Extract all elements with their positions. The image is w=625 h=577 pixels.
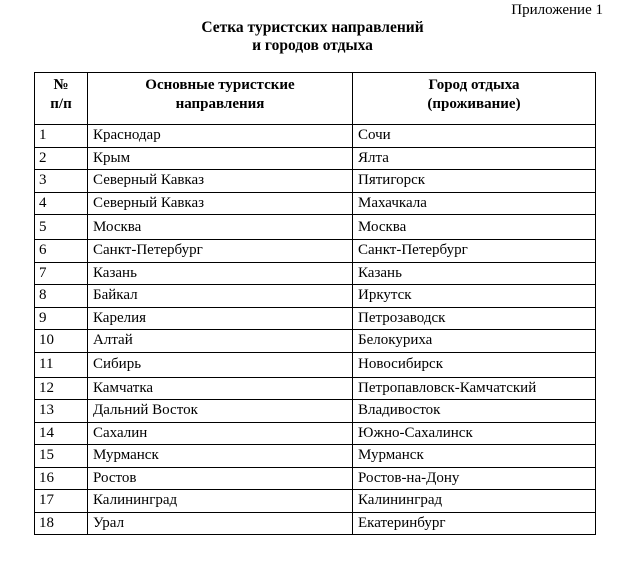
- row-destination: Сибирь: [88, 352, 353, 377]
- row-destination: Краснодар: [88, 125, 353, 148]
- appendix-label: Приложение 1: [511, 2, 603, 18]
- table-row: [35, 377, 596, 400]
- row-number: 5: [35, 215, 88, 240]
- row-number: 12: [35, 377, 88, 400]
- row-destination: Калининград: [88, 490, 353, 513]
- row-number: 4: [35, 192, 88, 215]
- row-destination: Крым: [88, 147, 353, 170]
- table-row: [35, 490, 596, 513]
- title-line-2: и городов отдыха: [252, 37, 373, 54]
- row-number: 10: [35, 330, 88, 353]
- row-destination: Ростов: [88, 467, 353, 490]
- row-destination: Санкт-Петербург: [88, 240, 353, 263]
- row-city: Новосибирск: [353, 352, 596, 377]
- row-number: 13: [35, 400, 88, 423]
- table-row: [35, 147, 596, 170]
- row-number: 9: [35, 307, 88, 330]
- table-row: [35, 262, 596, 285]
- row-number: 7: [35, 262, 88, 285]
- row-number: 1: [35, 125, 88, 148]
- row-city: Владивосток: [353, 400, 596, 423]
- row-city: Москва: [353, 215, 596, 240]
- row-number: 11: [35, 352, 88, 377]
- header-city: Город отдыха (проживание): [353, 73, 596, 125]
- table-row: [35, 285, 596, 308]
- table-row: [35, 422, 596, 445]
- row-destination: Казань: [88, 262, 353, 285]
- row-city: Иркутск: [353, 285, 596, 308]
- row-number: 17: [35, 490, 88, 513]
- destinations-table: [34, 72, 596, 535]
- title-line-1: Сетка туристских направлений: [201, 19, 424, 36]
- row-number: 15: [35, 445, 88, 468]
- table-row: [35, 170, 596, 193]
- header-destination: Основные туристские направления: [88, 73, 353, 125]
- table-row: [35, 467, 596, 490]
- row-destination: Урал: [88, 512, 353, 535]
- row-city: Петрозаводск: [353, 307, 596, 330]
- table-body: [35, 125, 596, 535]
- row-number: 14: [35, 422, 88, 445]
- table-row: [35, 445, 596, 468]
- row-number: 16: [35, 467, 88, 490]
- row-number: 6: [35, 240, 88, 263]
- row-number: 18: [35, 512, 88, 535]
- header-number: № п/п: [35, 73, 88, 125]
- row-number: 8: [35, 285, 88, 308]
- table-row: [35, 192, 596, 215]
- row-destination: Дальний Восток: [88, 400, 353, 423]
- row-destination: Мурманск: [88, 445, 353, 468]
- row-number: 2: [35, 147, 88, 170]
- row-city: Петропавловск-Камчатский: [353, 377, 596, 400]
- row-city: Махачкала: [353, 192, 596, 215]
- row-destination: Северный Кавказ: [88, 170, 353, 193]
- table-row: [35, 352, 596, 377]
- row-number: 3: [35, 170, 88, 193]
- table-row: [35, 512, 596, 535]
- table-row: [35, 240, 596, 263]
- row-destination: Байкал: [88, 285, 353, 308]
- table-row: [35, 330, 596, 353]
- row-city: Казань: [353, 262, 596, 285]
- table-row: [35, 307, 596, 330]
- row-city: Белокуриха: [353, 330, 596, 353]
- row-city: Калининград: [353, 490, 596, 513]
- row-destination: Москва: [88, 215, 353, 240]
- row-city: Ялта: [353, 147, 596, 170]
- row-city: Екатеринбург: [353, 512, 596, 535]
- row-destination: Камчатка: [88, 377, 353, 400]
- row-destination: Северный Кавказ: [88, 192, 353, 215]
- row-city: Ростов-на-Дону: [353, 467, 596, 490]
- row-destination: Алтай: [88, 330, 353, 353]
- row-destination: Карелия: [88, 307, 353, 330]
- row-city: Сочи: [353, 125, 596, 148]
- table-row: [35, 400, 596, 423]
- document-title: [0, 19, 625, 55]
- row-city: Мурманск: [353, 445, 596, 468]
- row-destination: Сахалин: [88, 422, 353, 445]
- row-city: Южно-Сахалинск: [353, 422, 596, 445]
- table-row: [35, 125, 596, 148]
- table-header-row: [35, 73, 596, 125]
- table-row: [35, 215, 596, 240]
- row-city: Пятигорск: [353, 170, 596, 193]
- row-city: Санкт-Петербург: [353, 240, 596, 263]
